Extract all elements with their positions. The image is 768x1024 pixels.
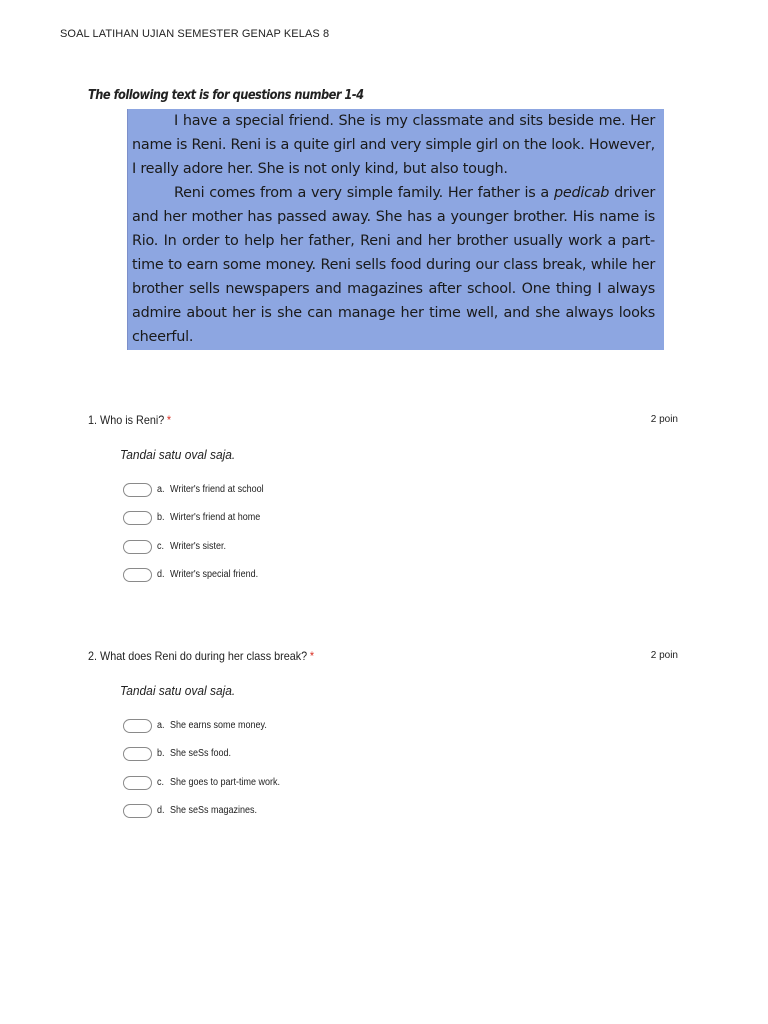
option-label: She seSs food. xyxy=(170,748,232,759)
radio-oval[interactable] xyxy=(123,804,152,818)
question-instruction: Tandai satu oval saja. xyxy=(120,683,236,698)
option-label: Wirter's friend at home xyxy=(170,512,261,523)
radio-oval[interactable] xyxy=(123,483,152,497)
passage-paragraph-1: I have a special friend. She is my classmate and sits beside me. Her name is Reni. Reni is a quite girl and very simple girl on the look. However, I really adore her. She is not only kind, but also tough. xyxy=(132,113,655,177)
question-text: 2. What does Reni do during her class break? xyxy=(88,649,308,663)
question-instruction: Tandai satu oval saja. xyxy=(120,447,236,462)
question-title xyxy=(88,649,314,663)
required-asterisk: * xyxy=(166,413,172,427)
radio-oval[interactable] xyxy=(123,747,152,761)
option-label: She seSs magazines. xyxy=(170,805,258,816)
radio-oval[interactable] xyxy=(123,511,152,525)
radio-oval[interactable] xyxy=(123,540,152,554)
radio-oval[interactable] xyxy=(123,776,152,790)
passage-paragraph-2 xyxy=(132,181,655,349)
passage-intro: The following text is for questions number 1-4 xyxy=(88,88,364,103)
question-title xyxy=(88,413,171,427)
radio-oval[interactable] xyxy=(123,568,152,582)
option-letter: d. xyxy=(157,805,165,816)
option-letter: c. xyxy=(157,541,165,552)
question-points: 2 poin xyxy=(650,650,678,661)
option-letter: b. xyxy=(157,748,165,759)
option-label: Writer's sister. xyxy=(170,541,227,552)
passage-paragraph-2-start: Reni comes from a very simple family. Her father is a xyxy=(174,185,554,201)
option-label: Writer's friend at school xyxy=(170,484,264,495)
option-letter: a. xyxy=(157,720,165,731)
option-label: She earns some money. xyxy=(170,720,267,731)
page-header: SOAL LATIHAN UJIAN SEMESTER GENAP KELAS 8 xyxy=(60,28,330,40)
radio-oval[interactable] xyxy=(123,719,152,733)
required-asterisk: * xyxy=(309,649,315,663)
question-text: 1. Who is Reni? xyxy=(88,413,165,427)
option-label: She goes to part-time work. xyxy=(170,777,281,788)
passage-paragraph-2-end: driver and her mother has passed away. She has a younger brother. His name is Rio. In order to help her father, Reni and her brother usually work a part-time to earn some money. Reni sells food during our class break, while her brother sells newspapers and magazines after school. One thing I always admire about her is she can manage her time well, and she always looks cheerful. xyxy=(132,185,655,345)
option-letter: c. xyxy=(157,777,165,788)
passage-italic-word: pedicab xyxy=(553,185,610,201)
question-points: 2 poin xyxy=(650,414,678,425)
option-letter: a. xyxy=(157,484,165,495)
option-letter: b. xyxy=(157,512,165,523)
option-letter: d. xyxy=(157,569,165,580)
option-label: Writer's special friend. xyxy=(170,569,259,580)
reading-passage xyxy=(127,109,664,350)
